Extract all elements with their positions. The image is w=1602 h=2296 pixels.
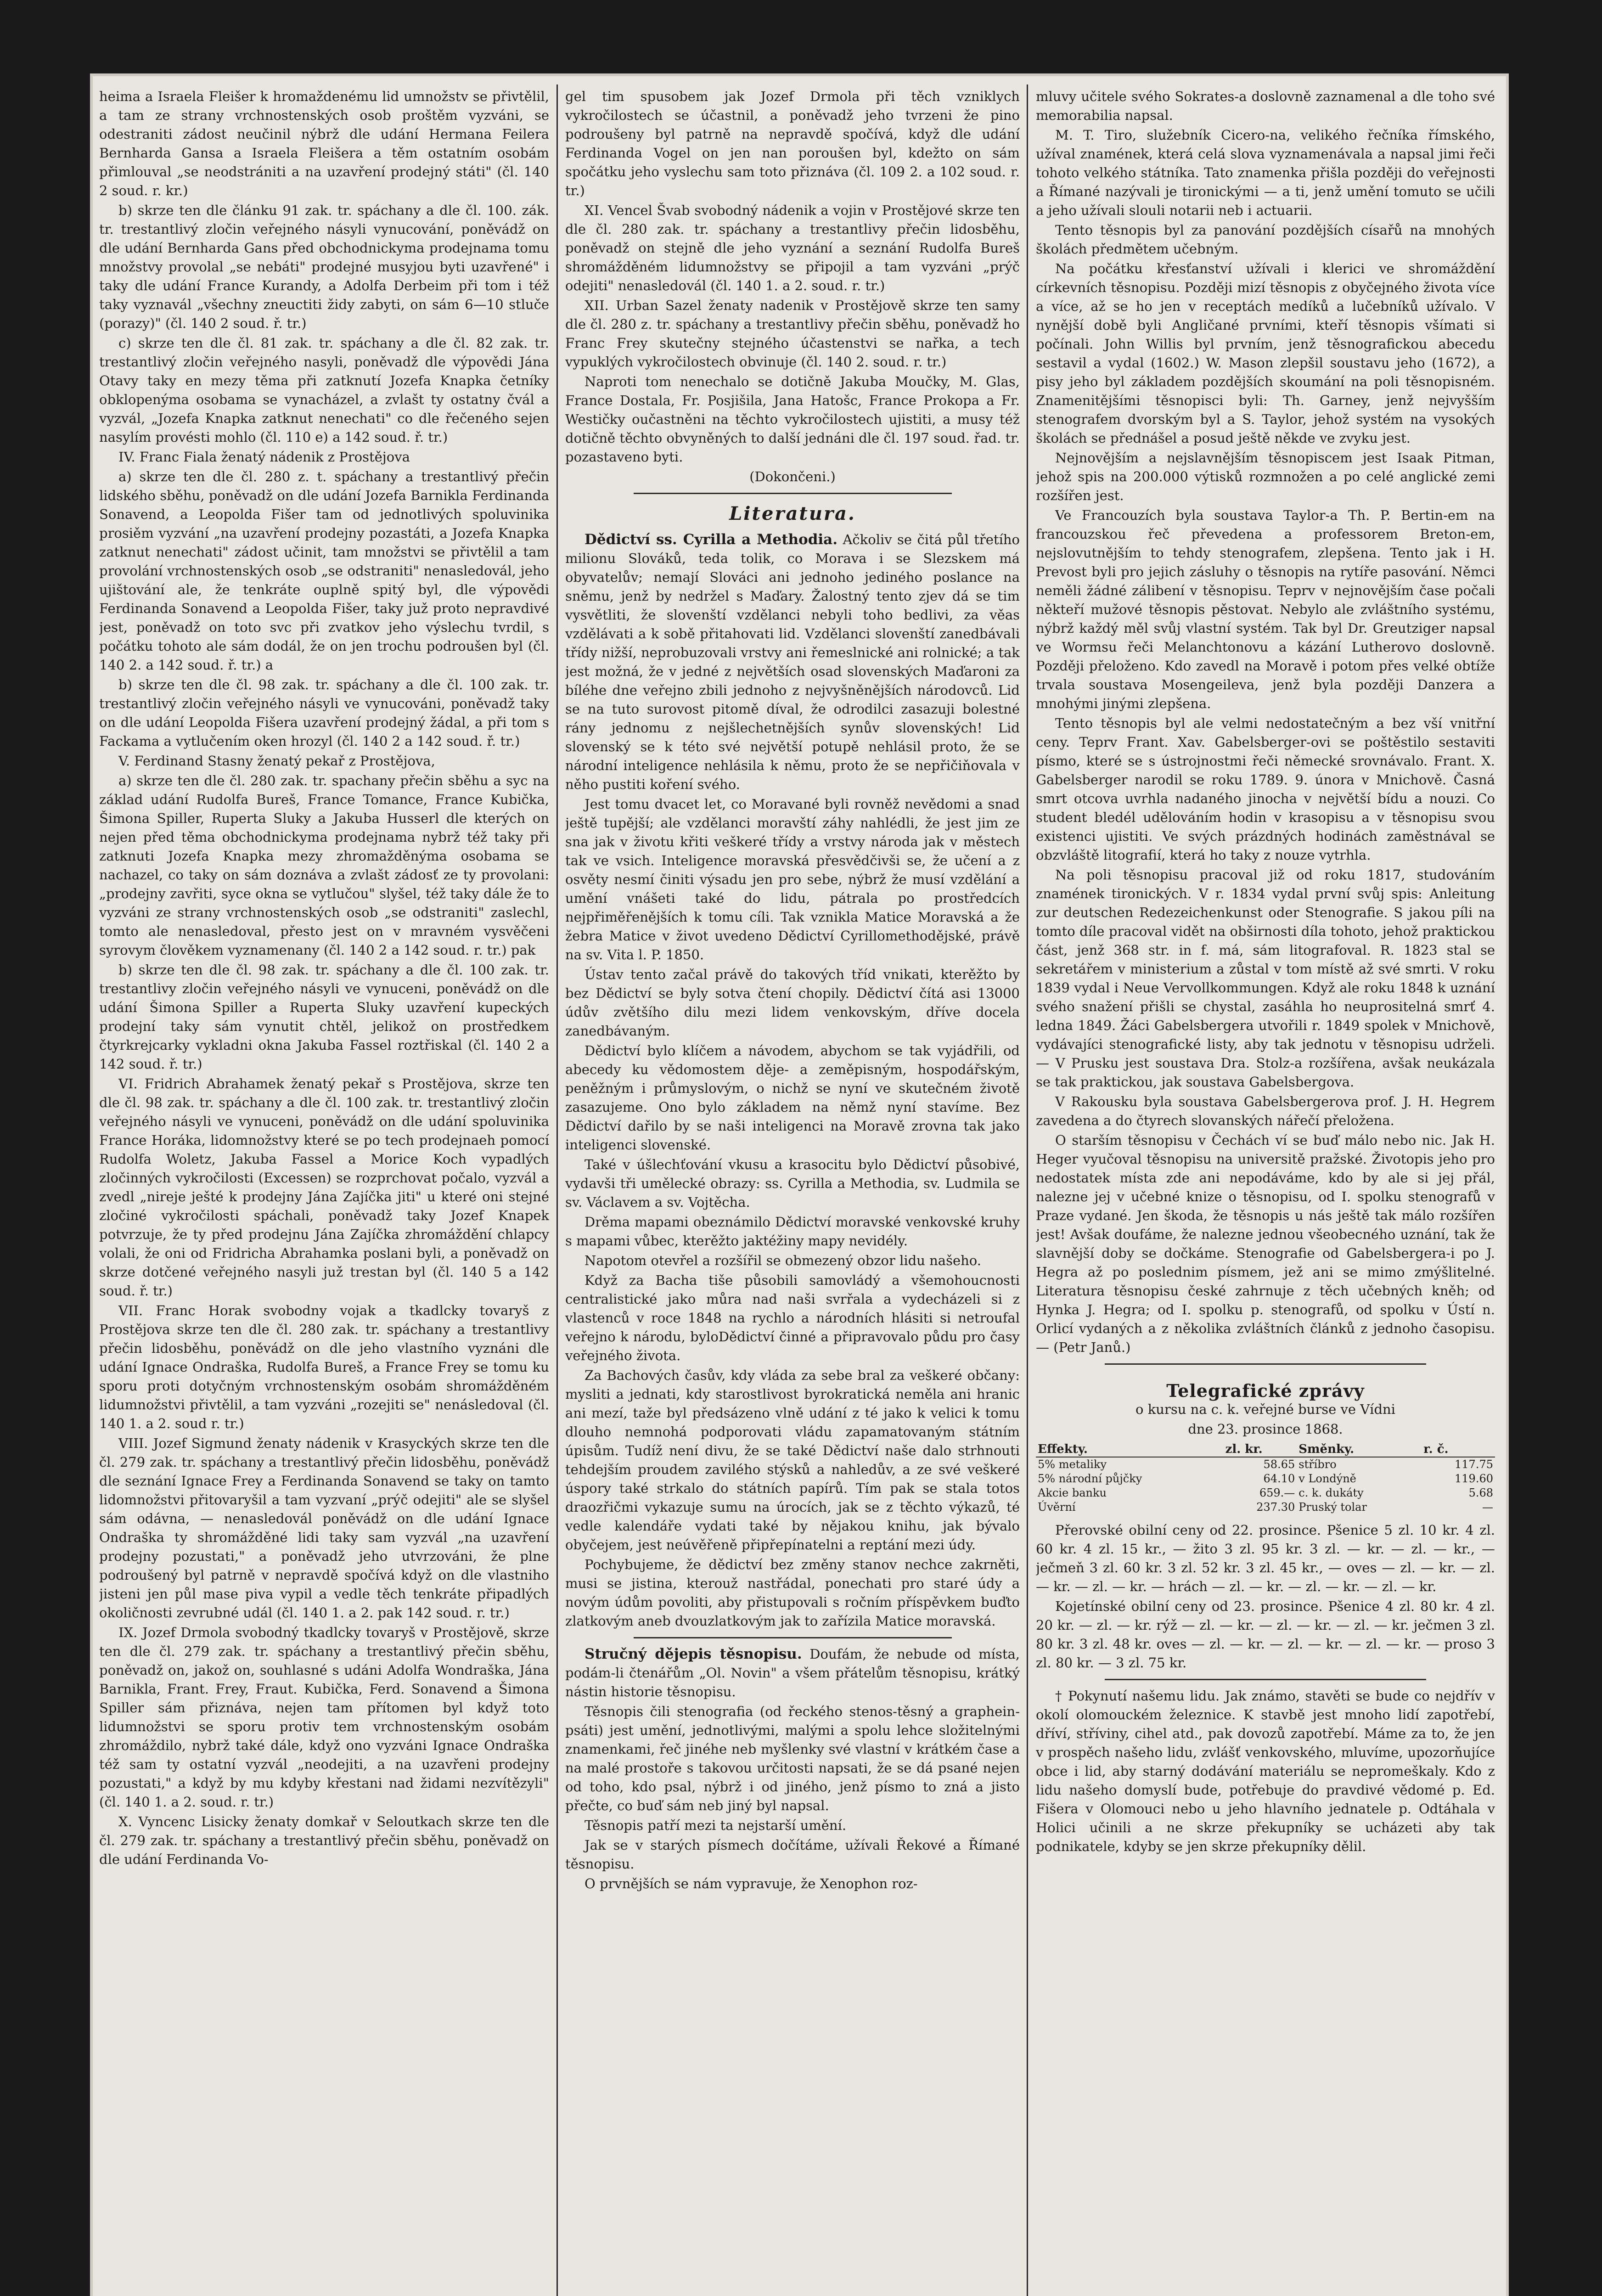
paragraph: VI. Fridrich Abrahamek ženatý pekař s Prostějova, skrze ten dle čl. 98 zak. tr. spáchany a dle čl. 100 zak. tr. trestantlivý zločin veřejného násyli ve vynuceni, poněvádž on dle udání spoluvinika France Horáka, lidomnožstvy které se po tech prodejnaeh pomocí Rudolfa Woletz, Jakuba Fassel a Morice Koch vypadlých zločinných vykročilosti (Excessen) se rozprchovat počalo, vyzvál a zvedl „nireje ješté k prodejny Jána Zajíčka jiti" u které oni stejné zločiné vykročilosti spáchali, poněvadž taky Jozef Knapek potvrzuje, že ty před prodejnu Jána Zajíčka zhromáždění chlapcy volali, že oni od Fridricha Abrahamka poslani byli, a poněvadž on skrze dotčené veřejného nasyli juž trestan byl (čl. 140 5 a 142 soud. ř. tr.) [99,1076,549,1299]
paragraph: Drěma mapami obeznámilo Dědictví moravské venkovské kruhy s mapami vůbec, kterěžto jaktéžiny mapy nevidély. [565,1214,1020,1249]
paragraph: M. T. Tiro, služebník Cicero-na, velikého řečníka římského, užíval znamének, která celá slova vyznamenávala a napsal jimi řeči tohoto velkého státníka. Tato znamenka přišla později do veřejnosti a Římané nazývali je tironickými — a ti, jenž umění tomuto se učili a jeho užívali slouli notarii neb i actuarii. [1036,127,1495,218]
article-title: Dědictví ss. Cyrilla a Methodia. [585,531,838,548]
paragraph: Dědictví bylo klíčem a návodem, abychom se tak vyjádřili, od abecedy ku vědomostem děje- a zeměpisným, hospodářským, peněžným i průmyslovým, o nichž se nyní ve skutečném životě zasazujeme. Ono bylo základem na němž nyní stavíme. Bez Dědictví dařilo by se naši inteligenci na Moravě zrovna tak jako inteligenci slovenské. [565,1043,1020,1153]
section-heading: Literatura. [729,503,856,524]
col-head-effects: Effekty. [1036,1442,1224,1457]
row-value: 58.65 [1263,1458,1295,1471]
row-label: v Londýně [1298,1472,1356,1485]
column-1 [99,87,549,2296]
row-label: stříbro [1298,1458,1337,1471]
paragraph: VII. Franc Horak svobodny vojak a tkadlcky tovaryš z Prostějova skrze ten dle čl. 280 zak. tr. spáchany a trestantlivy přečin lidosběhu, poněvádž on dle jeho vlastního vyznáni dle udání Ignace Ondraška, Rudolfa Bureš, a France Frey se tomu ku sporu proti dotyčným vrchnostenským osobám shromážděném lidumnožstvi přivtělil, a tam vyzváni „rozejiti se" nenásledoval (čl. 140 1. a 2. soud r. tr.) [99,1303,549,1431]
paragraph: Jest tomu dvacet let, co Moravané byli rovněž nevědomi a snad ještě tupější; ale vzdělanci moravští záhy nahlédli, že jest jim ze sna jak v životu křiti veškeré třídy a vrstvy národa jak v městech tak ve vsich. Inteligence moravská přesvědčivši se, že učení a z osvěty nesmí činiti výsadu jen pro sebe, nýbrž že musí vzdělání a umění vnášeti také do lidu, pátrala po prostředcích nejpřiměřenějších k tomu cíli. Tak vznikla Matice Moravská a že žebra Matice v život uvedeno Dědictví Cyrillomethodějské, právě na sv. Vita l. P. 1850. [565,796,1020,962]
table-row [1036,1472,1495,1486]
row-value: 119.60 [1455,1472,1493,1485]
telegraph-title: Telegrafické zprávy [1166,1380,1365,1401]
paragraph: Těsnopis čili stenografia (od řeckého stenos-těsný a graphein-psáti) jest umění, jednotlivými, malými a spolu lehce složitelnými znamenkami, řeč jinéhe neb myšlenky své vlastní v krátkém čase a na malé prostoře s takovou určitosti napsati, že se dá psané nejen od toho, kdo psal, nýbrž i od jiného, jenž písmo to zná a jisto přečte, co buď sám neb jiný byl napsal. [565,1704,1020,1813]
paragraph: c) skrze ten dle čl. 81 zak. tr. spáchany a dle čl. 82 zak. tr. trestantlivý zločin veřejného nasyli, poněvadž dle výpovědi Jána Otavy taky en mezy těma při zatknutí Jozefa Knapka četníky obklopenýma osobama se vynacházel, a zvlašt ty ostatny čvál a vyzvál, „Jozefa Knapka zatknut nenechati" co dle řečeného sejen nasylím provésti mohlo (čl. 110 e) a 142 soud. ř. tr.) [99,335,549,445]
row-value: 64.10 [1263,1472,1295,1485]
paragraph: gel tim spusobem jak Jozef Drmola při těch vzniklych vykročilostech se účastnil, a poněvadž jeho tvrzeni že pino podroušeny byl patrně na nepravdě spočívá, když dle udání Ferdinanda Vogel on jen nan poroušen byl, kdežto on sám spočátku jeho vyslechu sam toto přiznáva (čl. 109 2. a 102 soud. r. tr.) [565,89,1020,198]
paragraph: b) skrze ten dle článku 91 zak. tr. spáchany a dle čl. 100. zák. tr. trestantlivý zločin veřejného násyli vynucování, poněvádž on dle udání Bernharda Gans před obchodnickyma prodejnama tomu množstvy provolal „se nebáti" prodejné musyjou byti uzavřené" i taky dle udání France Kurandy, a Adolfa Derbeim při tom i též taky vyznavál „všechny zneuctiti židy zabyti, on sám 6—10 stluče (porazy)" (čl. 140 2 soud. ř. tr.) [99,203,549,331]
article-title: Stručný dějepis těsnopisu. [585,1646,802,1662]
paragraph: IX. Jozef Drmola svobodný tkadlcky tovaryš v Prostějově, skrze ten dle čl. 279 zak. tr. spáchany a trestantlivý přečin sběhu, poněvadž on, jakož on, souhlasné s udáni Adolfa Wondraška, Jána Barnikla, Frant. Frey, Fraut. Kubička, Ferd. Sonavend a Šimona Spiller sám přiznáva, nejen tam přítomen byl když toto lidumnožstvi se sporu protiv tem vrchnostenským osobám zhromáždilo, nybrž také dále, když ono vyzváni Ignace Ondraška též sam ty ostatní vyzvál „neodejiti, a na uzavřeni prodejny pozustati," a když by mu kdyby křestani nad židami nezvítězyli" (čl. 140 1. a 2. soud. r. tr.) [99,1625,549,1810]
row-value: 237.30 [1256,1501,1295,1514]
table-row [1036,1500,1495,1514]
row-label: 5% národní půjčky [1038,1472,1142,1485]
exchange-table [1036,1442,1495,1514]
paragraph: mluvy učitele svého Sokrates-a doslovně zaznamenal a dle toho své memorabilia napsal. [1036,89,1495,123]
paragraph: b) skrze ten dle čl. 98 zak. tr. spáchany a dle čl. 100 zak. tr. trestantlivý zločin veřejného násyli ve vynucováni, poněvadž taky on dle udání Leopolda Fišera uzavření prodejný žádal, a při tom s Fackama a vytlučením oken hrozyl (čl. 140 2 a 142 soud. ř. tr.) [99,677,549,749]
divider [1105,1363,1426,1365]
column-3 [1036,87,1495,2296]
table-row [1036,1457,1495,1472]
paragraph: X. Vyncenc Lisicky ženaty domkař v Seloutkach skrze ten dle čl. 279 zak. tr. spáchany a trestantlivý přečin sběhu, poněvadž on dle udání Ferdinanda Vo- [99,1814,549,1867]
row-label: Pruský tolar [1298,1501,1367,1514]
row-label: 5% metaliky [1038,1458,1107,1471]
paragraph: b) skrze ten dle čl. 98 zak. tr. spáchany a dle čl. 100 zak. tr. trestantlivy zločin veřejného násyli ve vynuceni, poněvádž on dle udání Šimona Spiller a Ruperta Sluky uzavření kupeckých prodejní taky sám vynutit chtěl, jelikož on prostředkem čtyrkrejcarky vykladni okna Jakuba Fassel roztřiskal (čl. 140 2 a 142 soud. ř. tr.) [99,962,549,1072]
paragraph: Za Bachových časův, kdy vláda za sebe bral za veškeré občany: mysliti a jednati, kdy starostlivost byrokratická neměla ani hranic ani mezí, taže byl předsázeno vlně udání z té jako k velici k tomu dlouho nemnohá podporovati vládu zapamatovaným státním úpisům. Tudíž není divu, že se také Dědictví naše dalo strhnouti tehdejším proudem zavilého stýsků a nahledův, a ze své veškeré úspory také strkalo do státních papírů. Tím pak se stala totos draozřičmi vykazuje sumu na úrocích, jak se z těchto výkazů, té vedle kalendáře vydati také by nějakou knihu, jak bývalo obyčejem, jest neúvěřeně připřepínatelni a reptání mezi údy. [565,1367,1020,1553]
divider [634,1637,952,1638]
paragraph: V Rakousku byla soustava Gabelsbergerova prof. J. H. Hegrem zavedena a do čtyrech slovanských nářečí přeložena. [1036,1094,1495,1128]
col-head-unit: zl. kr. [1224,1442,1297,1457]
col-head-unit: r. č. [1422,1442,1495,1457]
paragraph: Napotom otevřel a rozšířil se obmezený obzor lidu našeho. [585,1253,981,1268]
row-label: Akcie banku [1038,1486,1107,1499]
column-2 [565,87,1020,2296]
paragraph: O starším těsnopisu v Čechách ví se buď málo nebo nic. Jak H. Heger vyučoval těsnopisu na universitě pražské. Životopis jeho pro nedostatek místa zde ani nepodáváme, kdo by ale si jej přál, nalezne jej v učebné knize o těsnopisu, od I. spolku stenografů v Praze vydané. Jen škoda, že těsnopis u nás ještě tak málo rozšířen jest! Avšak doufáme, že nalezne jednou všeobecného uznání, tak že slavnější doby se dočkáme. Stenografie od Gabelsbergera-i po J. Hegra až po poslednim písmem, jež ani se mimo zmýšlitelné. Literatura těsnopisu české zahrnuje z těch učebných kněh; od Hynka J. Hegra; od I. spolku p. stenografů, od spolku v Ústí n. Orlicí vydaných a z několika zvláštních článků z jednoho časopisu. — (Petr Janů.) [1036,1132,1495,1355]
row-label: Úvěrní [1038,1501,1076,1514]
paragraph: V. Ferdinand Stasny ženatý pekař z Prostějova, [118,753,435,769]
row-value: 117.75 [1455,1458,1493,1471]
paragraph: XI. Vencel Švab svobodný nádenik a vojin v Prostějové skrze ten dle čl. 280 zak. tr. spáchany a trestantlivy přečin lidosběhu, poněvadž on stejně dle jeho vyznání a seznání Rudolfa Bureš shromážděném lidumnožstvy se připojil a tam vyzváni „prýč odejiti" nenasledovál (čl. 140 1. a 2. soud. r. tr.) [565,203,1020,293]
closing-note: (Dokončeni.) [749,469,836,484]
telegraph-subtitle: o kursu na c. k. veřejné burse ve Vídni [1135,1401,1395,1417]
article-paragraph [565,530,1020,794]
paragraph: heima a Israela Fleišer k hromaždenému lid umnožstv se přivtělil, a tam ze strany vrchnostenských osob proštěm vyzváni, se odestraniti zádost neučinil nýbrž dle udání Hermana Feilera Bernharda Gansa a Israela Fleišera a těm ostatním osobám přimlouval „se neodstrániti a na uzavření prodejný státi" (čl. 140 2 soud. r. kr.) [99,89,549,198]
paragraph: XII. Urban Sazel ženaty nadenik v Prostějově skrze ten samy dle čl. 280 z. tr. spáchany a trestantlivy přečin sběhu, poněvadž ho Franc Frey skutečny stejného účastenstvi se nařka, a tech vypuklých vykročilostech obvinuje (čl. 140 2. soud. r. tr.) [565,298,1020,370]
paragraph: a) skrze ten dle čl. 280 zak. tr. spachany přečin sběhu a syc na základ udání Rudolfa Bureš, France Tomance, France Kubička, Šimona Spiller, Ruperta Sluky a Jakuba Husserl dle kterých on nejen před těma obchodnickyma prodejnama nybrž též taky při zatknuti Jozefa Knapka mezy zhromažděnýma osobama se nachazel, co taky on sám doznáva a zvlašt zádosť ze ty provolani: „prodejny zavřiti, syce okna se vytlučou" slyšel, též taky dále že to vyzváni ze strany vrchnostenských osob „se odstraniti" zaslechl, tomto ale nenasledoval, přesto jest on v mravném vysvěčeni syrovym člověkem vyznamenany (čl. 140 2 a 142 soud. r. tr.) pak [99,773,549,958]
row-value: — [1482,1501,1493,1514]
paragraph: Nejnovějším a nejslavnějším těsnopiscem jest Isaak Pitman, jehož spis na 200.000 výtisků rozmnožen a po celé anglické zemi rozšířen jest. [1036,450,1495,503]
paragraph: Naproti tom nenechalo se dotičně Jakuba Moučky, M. Glas, France Dostala, Fr. Posjišila, Jana Hatošc, France Prokopa a Fr. Westičky oučastněni na těchto vykročilostech ujistiti, a musy též dotičně těchto obvyněných to další jednáni dle čl. 197 soud. řad. tr. pozastaveno byti. [565,374,1020,465]
row-value: 5.68 [1468,1486,1493,1499]
telegraph-date: dne 23. prosince 1868. [1188,1421,1343,1437]
divider [1105,1679,1426,1680]
article-text: Doufám, že nebude od místa, podám-li čtenářům „Ol. Novin" a všem přátelům těsnopisu, krátký nástin historie těsnopisu. [565,1646,1020,1699]
paragraph: Také v úšlechťování vkusu a krasocitu bylo Dědictví působivé, vydavši tři umělecké obrazy: ss. Cyrilla a Methodia, sv. Ludmila se sv. Václavem a sv. Vojtěcha. [565,1157,1020,1210]
column-rule [556,84,558,2296]
paragraph: a) skrze ten dle čl. 280 z. t. spáchany a trestantlivý přečin lidského sběhu, poněvadž on dle udání Jozefa Barnikla Ferdinanda Sonavend, a Leopolda Fišer tam od jednotlivých spoluvinika prosiěm vyzvání „na uzavření prodejny pozastáti, a Jozefa Knapka zatknut nenechati" zádost učinit, tam množstvi se přivtělil a tam provolání vrchnostenských osob „se odstraniti" nenasledovál, jeho ujištování ale, že tenkráte ouplně spitý byl, dle výpovědi Ferdinanda Sonavend a Leopolda Fišer, taky juž proto nepravdivé jest, poněvadž on toto svc při zvatkov jeho výslechu tvrdil, s počátku tohoto ale sám dodál, že on jen trochu podroušen byl (čl. 140 2. a 142 soud. ř. tr.) a [99,469,549,673]
paragraph: Tento těsnopis byl ale velmi nedostatečným a bez vší vnitřní ceny. Teprv Frant. Xav. Gabelsberger-ovi se poštěstilo sestaviti písmo, které se s ústrojnostmi řeči německé srovnávalo. Frant. X. Gabelsberger narodil se roku 1789. 9. února v Mnichově. Časná smrt otcova uvrhla nadaného jinocha v největší bídu a nouzi. Co student bledél udělováním hodin v krasopisu a v těsnopisu svou existenci ujistiti. Ve svých prázdných hodinách zaměstnával se obzvláště litografií, která ho taky z nouze vytrhla. [1036,715,1495,863]
paragraph: Těsnopis patří mezi ta nejstarší umění. [585,1818,847,1833]
paragraph: VIII. Jozef Sigmund ženaty nádenik v Krasyckých skrze ten dle čl. 279 zak. tr. spáchany a trestantlivý přečin lidosběhu, poněvádž dle seznání Ignace Frey a Ferdinanda Sonavend se taky on tamto lidomnožstvi přitovaryšil a tam vyzvaní „prýč odejiti" ale se slyšel sám odávna, — nenasledovál poněvádž on dle udání Ignace Ondraška ty shromážděné lidi taky sam vyzvál „na uzavření prodejny pozustati," a poněvadž jeho utvrzováni, že plne podroušený byl patrně v nepravdě spočívá když on dle vlastniho jisteni jen půl mase piva vypil a vedle těch tenkráte připadlých okoličnosti zevrubné udál (čl. 140 1. a 2. pak 142 soud. r. tr.) [99,1435,549,1621]
article-text: Ačkoliv se čitá půl třetího milionu Slováků, teda tolik, co Morava i se Slezskem má obyvatelův; nemají Slováci ani jednoho jediného poslance na sněmu, jenž by nedržel s Maďary. Žalostný tento zjev dá se tim vysvětliti, že slovenští vzdělanci nebyli toho bedlivi, za věas vzdělávati a k sobě přitahovati lid. Vzdělanci slovenští zanedbávali třídy nižší, neprobuzovali vrstvy ani řemeslnické ani rolnické; a tak jest možná, že v jedné z největších osad slovenských Maďaroni za bíléhe dne veřejno zbili jednoho z nejvyšněnějších národovců. Lid se na tuto surovost pitomě díval, že odrodilci zasazuji bolestné rány jednomu z nejšlechetnějších synův slovenských! Lid slovenský se k této své největší potupě nehlásil proto, že se národní inteligence nehlásila k němu, proto že se nepřičiňovala v něho pustiti koření svého. [565,532,1020,792]
table-row [1036,1486,1495,1500]
market-prices: Kojetínské obilní ceny od 23. prosince. Pšenice 4 zl. 80 kr. 4 zl. 20 kr. — zl. — kr. rýž — zl. — kr. — zl. — kr. — zl. — kr. ječmen 3 zl. 80 kr. 3 zl. 48 kr. oves — zl. — kr. — zl. — kr. — zl. — kr. — proso 3 zl. 80 kr. — 3 zl. 75 kr. [1036,1598,1495,1671]
divider [634,493,952,494]
market-prices: Přerovské obilní ceny od 22. prosince. Pšenice 5 zl. 10 kr. 4 zl. 60 kr. 4 zl. 15 kr., — žito 3 zl. 95 kr. 3 zl. — kr. — zl. — kr., — ječmeň 3 zl. 60 kr. 3 zl. 52 kr. 3 zl. 45 kr., — oves — zl. — kr. — zl. — kr. — zl. — kr. — hrách — zl. — kr. — zl. — kr. — zl. — kr. [1036,1522,1495,1594]
paragraph: Jak se v starých písmech dočítáme, užívali Řekové a Římané těsnopisu. [565,1837,1020,1872]
column-rule [1027,84,1028,2296]
article-paragraph [565,1645,1020,1701]
paragraph: IV. Franc Fiala ženatý nádenik z Prostějova [118,449,410,465]
paragraph: Na počátku křesťanství užívali i klerici ve shromáždění církevních těsnopisu. Později mizí těsnopis z obyčejného života více a více, až se ho jen v receptách medíků a lučebníků užívalo. V nynější době byli Angličané prvními, kteří těsnopis všímati si počínali. John Willis byl prvním, jenž těsnografickou abecedu sestavil a vydal (1602.) W. Mason zlepšil soustavu jeho (1672), a pisy jeho byl základem pozdějších skoumání na poli těsnopisném. Znamenitějšími těsnopisci byli: Th. Garney, jenž nejvyšším stenografem dvorským byl a S. Taylor, jehož systém na vysokých školách se přednášel a posud ještě někde ve zvyku jest. [1036,261,1495,446]
paragraph: Pochybujeme, že dědictví bez změny stanov nechce zakrněti, musi se jistina, kterouž nastřádal, ponechati pro staré údy a novým údům povoliti, aby přistupovali s ročním příspěvkem buďto zlatkovým aneb dvouzlatkovým jak to zařízila Matice moravská. [565,1557,1020,1629]
newspaper-page [90,73,1509,2296]
row-value: 659.— [1259,1486,1295,1499]
row-label: c. k. dukáty [1298,1486,1364,1499]
notice: † Pokynutí našemu lidu. Jak známo, stavěti se bude co nejdřív v okolí olomouckém železnice. K stavbě jest mnoho lidí zapotřebí, dříví, stříviny, cihel atd., pak dovozů zapotřebí. Máme za to, že jen v prospěch našeho lidu, zvlášť venkovského, mluvíme, upozorňujíce obce i lid, aby starný dodávání materiálu se nepromeškaly. Kdo z lidu našeho domyslí bude, potřebuje do pravdivé vědomé p. Ed. Fišera v Olomouci nebo u jeho hlavního jednatele p. Odtáhala v Holici učinili a ne skrze překupníky se ucházeti aby tak podnikatele, kdyby se jen skrze překupníky dělil. [1036,1688,1495,1854]
paragraph: Ve Francouzích byla soustava Taylor-a Th. P. Bertin-em na francouzskou řeč převedena a professorem Breton-em, nejslovutnějším to tehdy stenografem, zlepšena. Tento jak i H. Prevost byli pro jejich zásluhy o těsnopis na rytíře pasování. Němci neměli žádné zálibení v těsnopisu. Teprv v nejnovějším čase počali někteří mužové těsnopis pěstovat. Nebylo ale zvláštního systému, nýbrž každý měl svůj vlastní systém. Tak byl Dr. Greutziger napsal ve Wormsu řeči Melanchtonovu a kázání Lutherovo doslovně. Později přeloženo. Kdo zavedl na Moravě i potom přes velké obtíže trvala soustava Mosengeileva, jenž byla později Danzera a mnohými jinými zlepšena. [1036,507,1495,711]
paragraph: O prvnějších se nám vypravuje, že Xenophon roz- [585,1876,918,1891]
col-head-bills: Směnky. [1297,1442,1422,1457]
paragraph: Ústav tento začal právě do takových tříd vnikati, kterěžto by bez Dědictví se byly sotva čtení chopily. Dědictví čítá asi 13000 údův zvětšího dilu mezi lidem venkovským, dříve docela zanedbávaným. [565,967,1020,1039]
paragraph: Tento těsnopis byl za panování pozdějších císařů na mnohých školách předmětem učebným. [1036,222,1495,257]
paragraph: Když za Bacha tiše působili samovládý a všemohoucnosti centralistické jako můra nad naši svrřala a vydecházeli si z vlastenců v roce 1848 na rychlo a národních hlásiti si netroufal veřejno k národu, byloDědictví činné a připravovalo půdu pro časy veřejného života. [565,1272,1020,1363]
paragraph: Na poli těsnopisu pracoval již od roku 1817, studováním znamének tironických. V r. 1834 vydal první svůj spis: Anleitung zur deutschen Redezeichenkunst oder Stenografie. S jakou píli na tomto díle pracoval vidět na obširnosti díla tohoto, jehož praktickou část, jenž 368 str. in f. má, sám litografoval. R. 1823 stal se sekretářem v ministerium a zůstal v tom místě až své smrti. V roku 1839 vydal i Neue Vervollkommungen. Když ale roku 1848 k uznání svého snažení přišli se chystal, zasáhla ho neuprositelná smrť 4. ledna 1849. Žáci Gabelsbergera utvořili r. 1849 spolek v Mnichově, vydávajíci stenografické listy, aby tak jednotu v těsnopisu udrželi. — V Prusku jest soustava Dra. Stolz-a rozšířena, avšak neukázala se tak praktickou, jak soustava Gabelsbergova. [1036,867,1495,1090]
